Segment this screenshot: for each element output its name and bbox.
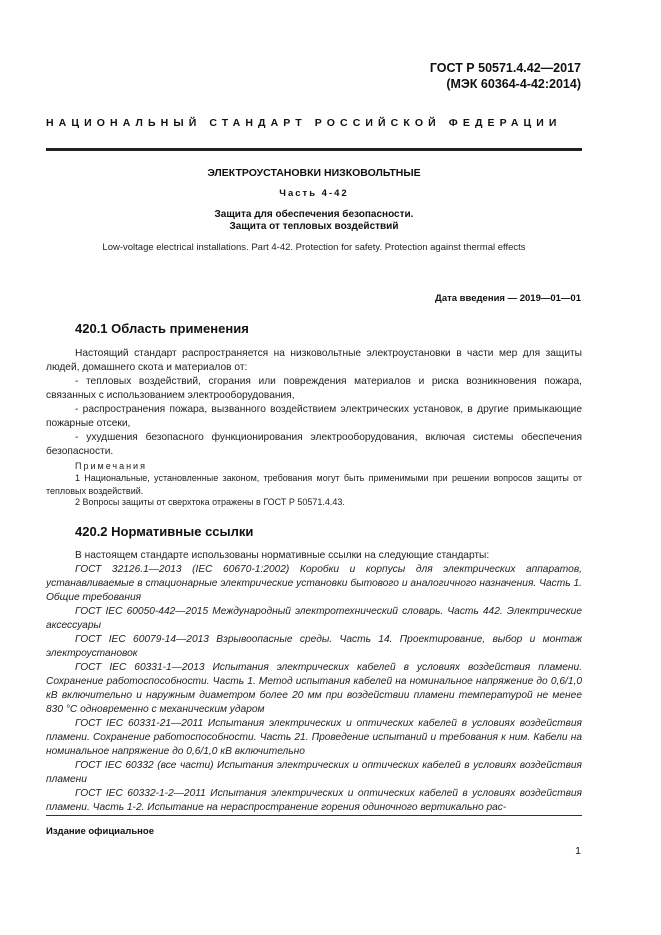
reference-2: ГОСТ IEC 60050-442—2015 Международный электротехнический словарь. Часть 442. Электрические аксессуары — [46, 606, 582, 631]
section-1-heading: 420.1 Область применения — [75, 321, 249, 336]
section-2-heading: 420.2 Нормативные ссылки — [75, 524, 254, 539]
section-1-intro: Настоящий стандарт распространяется на низковольтные электроустановки в части мер для защиты людей, домашнего скота и материалов от: — [46, 348, 582, 373]
note-1: 1 Национальные, установленные законом, требования могут быть применимыми при решении вопросов защиты от тепловых воздействий. — [46, 473, 582, 496]
header-rule — [46, 148, 582, 151]
notes-label: Примечания — [75, 461, 147, 471]
document-subtitle-line2: Защита от тепловых воздействий — [229, 221, 399, 232]
note-2: 2 Вопросы защиты от сверхтока отражены в ГОСТ Р 50571.4.43. — [75, 497, 345, 507]
document-part: Часть 4-42 — [279, 188, 349, 199]
reference-1: ГОСТ 32126.1—2013 (IEC 60670-1:2002) Коробки и корпусы для электрических аппаратов, устанавливаемые в стационарные электрические установки бытового и аналогичного назначения. Часть 1. Общие требования — [46, 564, 582, 603]
national-standard-banner: НАЦИОНАЛЬНЫЙ СТАНДАРТ РОССИЙСКОЙ ФЕДЕРАЦИИ — [46, 117, 562, 129]
section-2-intro: В настоящем стандарте использованы нормативные ссылки на следующие стандарты: — [75, 550, 490, 561]
date-of-introduction: Дата введения — 2019—01—01 — [435, 293, 581, 304]
section-1-item-2: - распространения пожара, вызванного воздействием электрических установок, в другие примыкающие пожарные отсеки, — [46, 404, 582, 429]
gost-designation: ГОСТ Р 50571.4.42—2017 — [429, 61, 581, 75]
official-edition-label: Издание официальное — [46, 826, 154, 837]
footer-rule — [46, 815, 582, 816]
reference-4: ГОСТ IEC 60331-1—2013 Испытания электрических кабелей в условиях воздействия пламени. Сохранение работоспособности. Часть 1. Метод испытания кабелей на номинальное напряжение до 0,6/1,0 кВ включительно и наружным диаметром более 20 мм при воздействии пламени температурой не менее 830 °С одновременно с механическим ударом — [46, 662, 582, 715]
section-1-item-1: - тепловых воздействий, сгорания или повреждения материалов и риска возникновения пожара, связанных с использованием электрооборудования, — [46, 376, 582, 401]
iec-designation: (МЭК 60364-4-42:2014) — [446, 77, 581, 91]
document-subtitle-line1: Защита для обеспечения безопасности. — [214, 209, 414, 220]
reference-5: ГОСТ IEC 60331-21—2011 Испытания электрических и оптических кабелей в условиях воздействия пламени. Сохранение работоспособности. Часть 21. Проведение испытаний и требования к ним. Кабели на номинальное напряжение до 0,6/1,0 кВ включительно — [46, 718, 582, 757]
section-1-item-3: - ухудшения безопасного функционирования электрооборудования, включая системы обеспечения безопасности. — [46, 432, 582, 457]
reference-6: ГОСТ IEC 60332 (все части) Испытания электрических и оптических кабелей в условиях воздействия пламени — [46, 760, 582, 785]
document-title: ЭЛЕКТРОУСТАНОВКИ НИЗКОВОЛЬТНЫЕ — [207, 167, 421, 179]
english-title: Low-voltage electrical installations. Part 4-42. Protection for safety. Protection against thermal effects — [102, 242, 526, 253]
reference-3: ГОСТ IEC 60079-14—2013 Взрывоопасные среды. Часть 14. Проектирование, выбор и монтаж электроустановок — [46, 634, 582, 659]
reference-7: ГОСТ IEC 60332-1-2—2011 Испытания электрических и оптических кабелей в условиях воздействия пламени. Часть 1-2. Испытание на нераспространение горения одиночного вертикально рас- — [46, 788, 582, 813]
page-number: 1 — [575, 845, 581, 857]
